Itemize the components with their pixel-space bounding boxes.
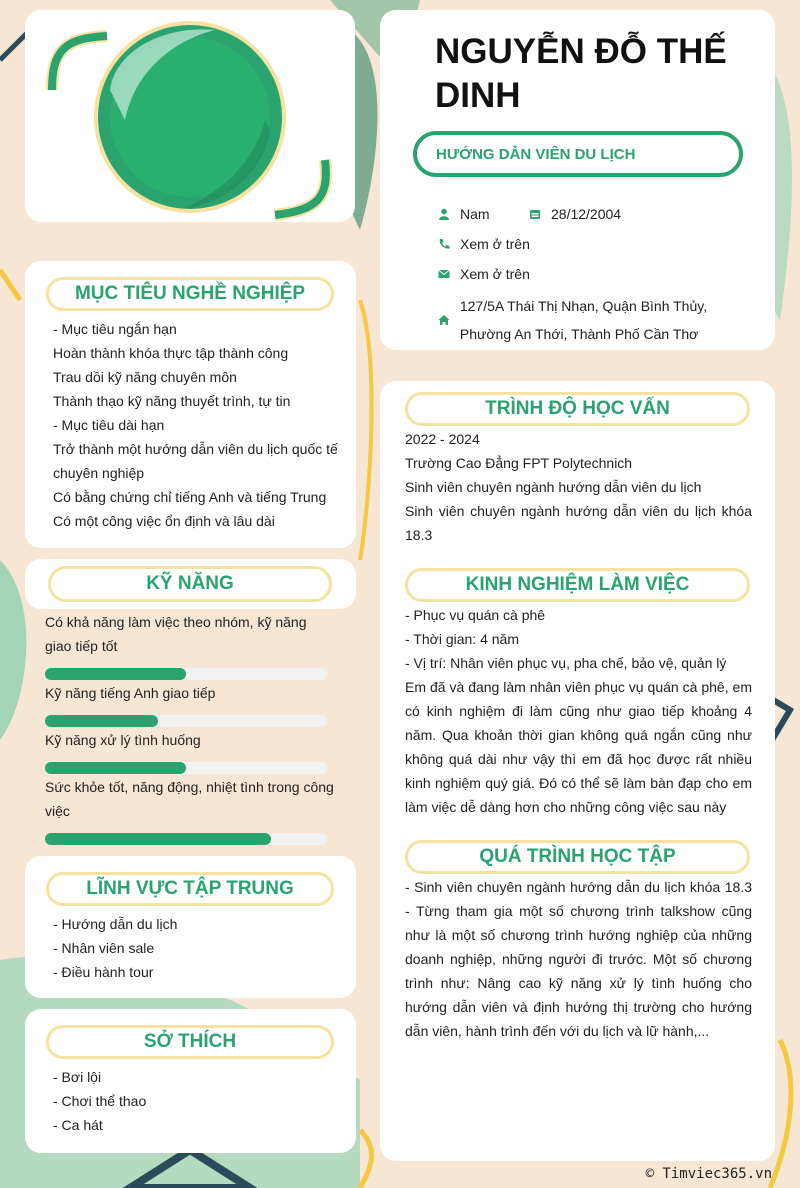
list-item: - Nhân viên sale (53, 940, 155, 956)
skill-bar-fill (45, 668, 186, 680)
skill-label: Kỹ năng tiếng Anh giao tiếp (45, 685, 216, 701)
list-item: - Thời gian: 4 năm (405, 631, 519, 647)
list-item: - Hướng dẫn du lịch (53, 916, 178, 932)
email-value: Xem ở trên (460, 266, 530, 282)
job-title: HƯỚNG DẪN VIÊN DU LỊCH (413, 131, 743, 177)
person-icon (437, 207, 451, 221)
skills-title: KỸ NĂNG (48, 566, 332, 602)
skill-label: Kỹ năng xử lý tình huống (45, 732, 201, 748)
address-row (437, 292, 757, 348)
experience-description: Em đã và đang làm nhân viên phục vụ quán cà phê, em có kinh nghiệm đi làm cũng như giao tiếp khoảng 4 năm. Qua khoản thời gian không quá ngắn cũng như không quá dài như vậy thì em đã học được rất nhiều kinh nghiệm quý giá. Đó có thể sẽ làm bàn đạp cho em làm việc dễ dàng hơn cho những công việc sau này (405, 679, 752, 815)
education-title: TRÌNH ĐỘ HỌC VẤN (405, 392, 750, 426)
phone-row (437, 234, 530, 254)
career-title: MỤC TIÊU NGHỀ NGHIỆP (46, 277, 334, 311)
home-icon (437, 313, 451, 327)
phone-value: Xem ở trên (460, 236, 530, 252)
list-item: - Chơi thể thao (53, 1093, 147, 1109)
list-item: 2022 - 2024 (405, 431, 480, 447)
list-item: Có một công việc ổn định và lâu dài (53, 513, 275, 529)
experience-list (405, 603, 752, 819)
skill-label: Có khả năng làm việc theo nhóm, kỹ năng giao tiếp tốt (45, 614, 307, 654)
education-list (405, 427, 752, 547)
study-title: QUÁ TRÌNH HỌC TẬP (405, 840, 750, 874)
experience-title: KINH NGHIỆM LÀM VIỆC (405, 568, 750, 602)
calendar-icon (528, 207, 542, 221)
list-item: - Phục vụ quán cà phê (405, 607, 546, 623)
skill-label: Sức khỏe tốt, năng động, nhiệt tình trong công việc (45, 779, 334, 819)
phone-icon (437, 237, 451, 251)
list-item: Sinh viên chuyên ngành hướng dẫn viên du lịch (405, 479, 702, 495)
list-item: - Mục tiêu ngắn hạn (53, 321, 177, 337)
candidate-name: NGUYỄN ĐỖ THẾ DINH (435, 32, 727, 115)
skill-bar (45, 833, 327, 845)
list-item: - Điều hành tour (53, 964, 154, 980)
list-item: - Bơi lội (53, 1069, 102, 1085)
envelope-icon (437, 267, 451, 281)
skill-bar-fill (45, 833, 271, 845)
dob-row (528, 204, 621, 224)
avatar-card (25, 10, 355, 222)
avatar (25, 10, 355, 222)
skill-bar-fill (45, 715, 158, 727)
list-item: - Mục tiêu dài hạn (53, 417, 165, 433)
list-item: Sinh viên chuyên ngành hướng dẫn viên du lịch khóa 18.3 (405, 503, 752, 543)
gender-value: Nam (460, 206, 490, 222)
list-item: Có bằng chứng chỉ tiếng Anh và tiếng Trung (53, 489, 327, 505)
dob-value: 28/12/2004 (551, 206, 622, 222)
skill-bar (45, 715, 327, 727)
footer-credit: © Timviec365.vn (645, 1166, 772, 1182)
address-value: 127/5A Thái Thị Nhạn, Quận Bình Thủy, Phường An Thới, Thành Phố Cần Thơ (459, 298, 708, 342)
skill-bar (45, 668, 327, 680)
focus-title: LĨNH VỰC TẬP TRUNG (46, 872, 334, 906)
list-item: - Ca hát (53, 1117, 103, 1133)
career-list (53, 317, 338, 533)
skill-bar (45, 762, 327, 774)
list-item: Trường Cao Đẳng FPT Polytechnich (405, 455, 633, 471)
list-item: Trau dồi kỹ năng chuyên môn (53, 369, 237, 385)
list-item: Thành thạo kỹ năng thuyết trình, tự tin (53, 393, 291, 409)
hobbies-title: SỞ THÍCH (46, 1025, 334, 1059)
email-row (437, 264, 530, 284)
study-description: - Sinh viên chuyên ngành hướng dẫn du lịch khóa 18.3 - Từng tham gia một số chương trình talkshow cũng như là một số chương trình hướng nghiệp của những doanh nghiệp, những người đi trước. Một số chương trình như: Nâng cao kỹ năng xử lý tình huống cho hướng dẫn viên và định hướng thị trường cho hướng dẫn viên, hành trình đến với du lịch và lữ hành,... (405, 879, 752, 1039)
list-item: Trở thành một hướng dẫn viên du lịch quốc tế chuyên nghiệp (53, 441, 338, 481)
gender-row (437, 204, 490, 224)
focus-list (53, 912, 338, 984)
list-item: - Vị trí: Nhân viên phục vụ, pha chế, bảo vệ, quản lý (405, 655, 727, 671)
list-item: Hoàn thành khóa thực tập thành công (53, 345, 289, 361)
hobbies-list (53, 1065, 338, 1137)
skill-bar-fill (45, 762, 186, 774)
